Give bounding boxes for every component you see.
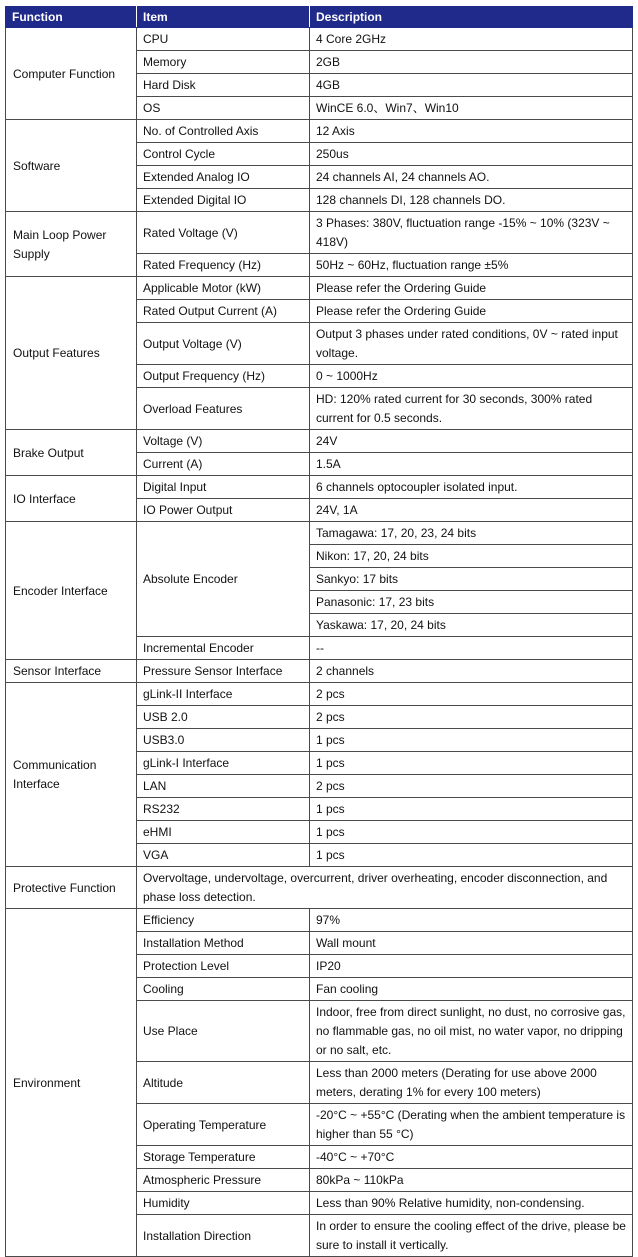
header-item: Item [137, 7, 310, 28]
item-cell: No. of Controlled Axis [137, 120, 310, 143]
item-cell: Hard Disk [137, 74, 310, 97]
item-cell: IO Power Output [137, 499, 310, 522]
description-cell: 4GB [310, 74, 633, 97]
description-cell: 1.5A [310, 453, 633, 476]
item-cell: Current (A) [137, 453, 310, 476]
function-cell: Output Features [6, 277, 137, 430]
description-cell: Indoor, free from direct sunlight, no dust, no corrosive gas, no flammable gas, no oil mist, no water vapor, no dripping or no salt, etc. [310, 1001, 633, 1062]
item-cell: Extended Digital IO [137, 189, 310, 212]
description-cell: 2 pcs [310, 683, 633, 706]
description-cell: 2 pcs [310, 775, 633, 798]
item-cell: Extended Analog IO [137, 166, 310, 189]
description-cell: Please refer the Ordering Guide [310, 277, 633, 300]
description-cell: 2GB [310, 51, 633, 74]
function-cell: Computer Function [6, 28, 137, 120]
item-cell: gLink-I Interface [137, 752, 310, 775]
item-cell: Cooling [137, 978, 310, 1001]
table-row [6, 660, 633, 683]
description-cell: 2 channels [310, 660, 633, 683]
description-cell: 4 Core 2GHz [310, 28, 633, 51]
table-row [6, 28, 633, 51]
description-cell: Panasonic: 17, 23 bits [310, 591, 633, 614]
table-row [6, 476, 633, 499]
function-cell: Main Loop Power Supply [6, 212, 137, 277]
function-cell: Encoder Interface [6, 522, 137, 660]
item-cell: Operating Temperature [137, 1104, 310, 1146]
description-cell: 12 Axis [310, 120, 633, 143]
item-cell: Installation Method [137, 932, 310, 955]
description-cell: 2 pcs [310, 706, 633, 729]
description-cell: -- [310, 637, 633, 660]
function-cell: Sensor Interface [6, 660, 137, 683]
description-cell: Output 3 phases under rated conditions, 0V ~ rated input voltage. [310, 323, 633, 365]
item-cell: Efficiency [137, 909, 310, 932]
item-cell: Output Voltage (V) [137, 323, 310, 365]
table-row [6, 212, 633, 254]
item-cell: Humidity [137, 1192, 310, 1215]
description-cell: In order to ensure the cooling effect of the drive, please be sure to install it vertically. [310, 1215, 633, 1257]
description-cell: -40°C ~ +70°C [310, 1146, 633, 1169]
description-cell: 250us [310, 143, 633, 166]
item-cell: Pressure Sensor Interface [137, 660, 310, 683]
item-cell: Overload Features [137, 388, 310, 430]
description-cell: Overvoltage, undervoltage, overcurrent, driver overheating, encoder disconnection, and phase loss detection. [137, 867, 633, 909]
description-cell: 97% [310, 909, 633, 932]
description-cell: 1 pcs [310, 752, 633, 775]
description-cell: WinCE 6.0、Win7、Win10 [310, 97, 633, 120]
item-cell: Installation Direction [137, 1215, 310, 1257]
description-cell: IP20 [310, 955, 633, 978]
function-cell: Protective Function [6, 867, 137, 909]
item-cell: USB3.0 [137, 729, 310, 752]
item-cell: Output Frequency (Hz) [137, 365, 310, 388]
item-cell: Use Place [137, 1001, 310, 1062]
description-cell: Less than 90% Relative humidity, non-condensing. [310, 1192, 633, 1215]
item-cell: Incremental Encoder [137, 637, 310, 660]
description-cell: 24V, 1A [310, 499, 633, 522]
item-cell: Rated Frequency (Hz) [137, 254, 310, 277]
description-cell: -20°C ~ +55°C (Derating when the ambient temperature is higher than 55 °C) [310, 1104, 633, 1146]
description-cell: 1 pcs [310, 821, 633, 844]
specification-table [5, 6, 633, 1257]
item-cell: Voltage (V) [137, 430, 310, 453]
description-cell: 24V [310, 430, 633, 453]
item-cell: OS [137, 97, 310, 120]
header-row [6, 7, 633, 28]
description-cell: 24 channels AI, 24 channels AO. [310, 166, 633, 189]
function-cell: IO Interface [6, 476, 137, 522]
item-cell: Absolute Encoder [137, 522, 310, 637]
item-cell: Protection Level [137, 955, 310, 978]
description-cell: Less than 2000 meters (Derating for use above 2000 meters, derating 1% for every 100 meters) [310, 1062, 633, 1104]
table-row [6, 430, 633, 453]
function-cell: Environment [6, 909, 137, 1257]
table-row [6, 277, 633, 300]
item-cell: Digital Input [137, 476, 310, 499]
description-cell: 80kPa ~ 110kPa [310, 1169, 633, 1192]
description-cell: Nikon: 17, 20, 24 bits [310, 545, 633, 568]
description-cell: Tamagawa: 17, 20, 23, 24 bits [310, 522, 633, 545]
description-cell: 50Hz ~ 60Hz, fluctuation range ±5% [310, 254, 633, 277]
function-cell: Software [6, 120, 137, 212]
header-description: Description [310, 7, 633, 28]
header-function: Function [6, 7, 137, 28]
description-cell: 1 pcs [310, 798, 633, 821]
item-cell: LAN [137, 775, 310, 798]
description-cell: Please refer the Ordering Guide [310, 300, 633, 323]
item-cell: Memory [137, 51, 310, 74]
description-cell: Fan cooling [310, 978, 633, 1001]
description-cell: 0 ~ 1000Hz [310, 365, 633, 388]
item-cell: Rated Voltage (V) [137, 212, 310, 254]
spec-table-container [5, 6, 633, 1257]
description-cell: Wall mount [310, 932, 633, 955]
item-cell: USB 2.0 [137, 706, 310, 729]
item-cell: Control Cycle [137, 143, 310, 166]
table-row [6, 683, 633, 706]
description-cell: 3 Phases: 380V, fluctuation range -15% ~ 10% (323V ~ 418V) [310, 212, 633, 254]
item-cell: RS232 [137, 798, 310, 821]
table-header [6, 7, 633, 28]
item-cell: Rated Output Current (A) [137, 300, 310, 323]
description-cell: 1 pcs [310, 844, 633, 867]
description-cell: Sankyo: 17 bits [310, 568, 633, 591]
item-cell: VGA [137, 844, 310, 867]
table-body [6, 28, 633, 1257]
item-cell: Applicable Motor (kW) [137, 277, 310, 300]
description-cell: 1 pcs [310, 729, 633, 752]
table-row [6, 522, 633, 545]
description-cell: Yaskawa: 17, 20, 24 bits [310, 614, 633, 637]
item-cell: Altitude [137, 1062, 310, 1104]
item-cell: CPU [137, 28, 310, 51]
function-cell: Communication Interface [6, 683, 137, 867]
item-cell: gLink-II Interface [137, 683, 310, 706]
item-cell: Storage Temperature [137, 1146, 310, 1169]
function-cell: Brake Output [6, 430, 137, 476]
table-row [6, 909, 633, 932]
description-cell: 6 channels optocoupler isolated input. [310, 476, 633, 499]
table-row [6, 120, 633, 143]
description-cell: 128 channels DI, 128 channels DO. [310, 189, 633, 212]
table-row [6, 867, 633, 909]
description-cell: HD: 120% rated current for 30 seconds, 300% rated current for 0.5 seconds. [310, 388, 633, 430]
item-cell: eHMI [137, 821, 310, 844]
item-cell: Atmospheric Pressure [137, 1169, 310, 1192]
